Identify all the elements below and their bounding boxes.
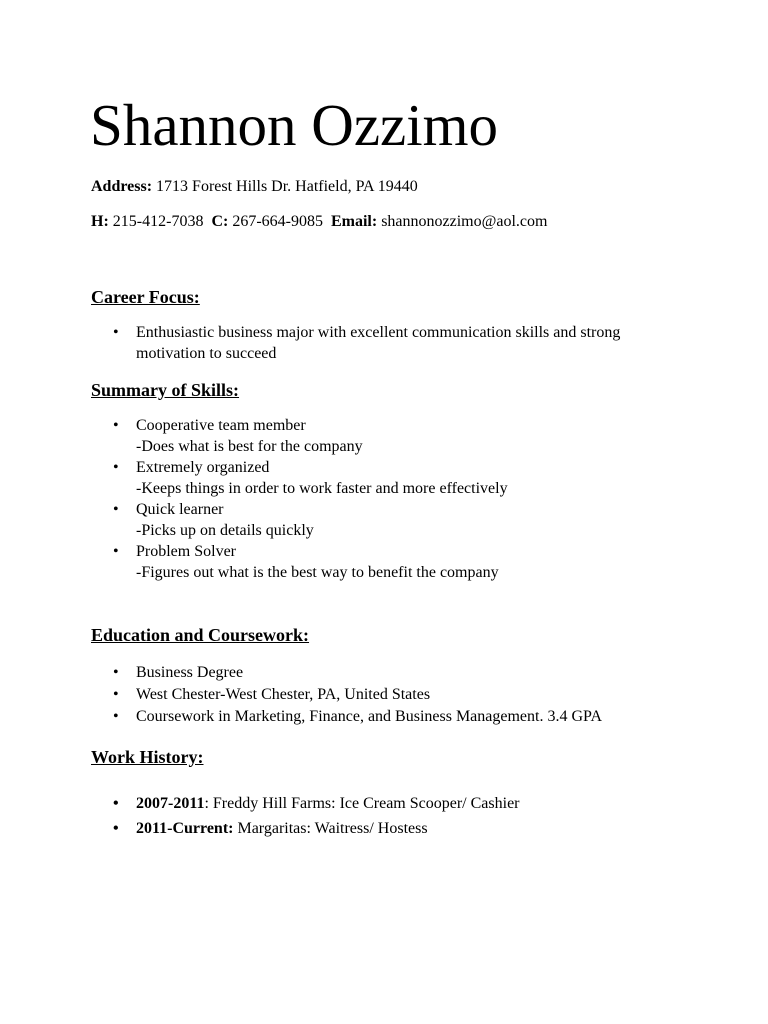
career-focus-line-2: motivation to succeed	[136, 345, 277, 362]
skill-detail: -Figures out what is the best way to benefit the company	[136, 564, 499, 581]
work-years: 2007-2011	[136, 795, 205, 812]
list-item	[0, 706, 602, 728]
bullet: •	[113, 820, 119, 837]
list-item	[0, 793, 520, 818]
education-list	[0, 662, 602, 728]
bullet: •	[113, 417, 119, 434]
email-label: Email:	[330, 213, 378, 230]
skill-detail: -Picks up on details quickly	[136, 522, 314, 539]
list-item	[0, 541, 508, 583]
address-line	[91, 177, 418, 197]
work-entry	[136, 818, 520, 839]
skill-title: Cooperative team member	[136, 417, 306, 434]
education-item: Business Degree	[136, 664, 244, 681]
list-item	[0, 322, 620, 364]
work-description: Margaritas: Waitress/ Hostess	[233, 820, 428, 837]
phone-email-line	[91, 212, 547, 232]
list-item	[0, 818, 520, 843]
bullet: •	[113, 459, 119, 476]
skill-title: Extremely organized	[136, 459, 270, 476]
home-phone-label: H:	[91, 213, 109, 230]
work-years: 2011-Current:	[136, 820, 234, 837]
list-item	[0, 499, 508, 541]
work-entry	[136, 793, 520, 814]
home-phone-value: 215-412-7038	[108, 213, 204, 230]
bullet: •	[113, 664, 119, 681]
cell-phone-value: 267-664-9085	[228, 213, 323, 230]
email-value: shannonozzimo@aol.com	[377, 213, 548, 230]
work-history-heading: Work History:	[91, 747, 204, 767]
education-heading: Education and Coursework:	[91, 625, 310, 645]
skill-detail: -Keeps things in order to work faster and more effectively	[136, 480, 508, 497]
bullet: •	[113, 795, 119, 812]
address-value: 1713 Forest Hills Dr. Hatfield, PA 19440	[152, 178, 418, 195]
career-focus-line-1: Enthusiastic business major with excellent communication skills and strong	[136, 324, 621, 341]
list-item	[0, 684, 602, 706]
skill-title: Problem Solver	[136, 543, 236, 560]
list-item	[0, 457, 508, 499]
skill-title: Quick learner	[136, 501, 224, 518]
work-description: : Freddy Hill Farms: Ice Cream Scooper/ Cashier	[204, 795, 520, 812]
bullet: •	[113, 501, 119, 518]
list-item	[0, 415, 508, 457]
bullet: •	[113, 708, 119, 725]
skill-detail: -Does what is best for the company	[136, 438, 363, 455]
bullet: •	[113, 686, 119, 703]
bullet: •	[113, 543, 119, 560]
career-focus-list	[0, 322, 620, 364]
cell-phone-label: C:	[211, 213, 229, 230]
education-item: West Chester-West Chester, PA, United States	[136, 686, 431, 703]
list-item	[0, 662, 602, 684]
education-item: Coursework in Marketing, Finance, and Business Management. 3.4 GPA	[136, 708, 603, 725]
skills-heading: Summary of Skills:	[91, 380, 240, 400]
bullet: •	[113, 324, 119, 341]
work-history-list	[0, 793, 520, 843]
address-label: Address:	[91, 178, 153, 195]
career-focus-heading: Career Focus:	[91, 287, 200, 307]
skills-list	[0, 415, 508, 583]
resume-name: Shannon Ozzimo	[90, 92, 499, 158]
